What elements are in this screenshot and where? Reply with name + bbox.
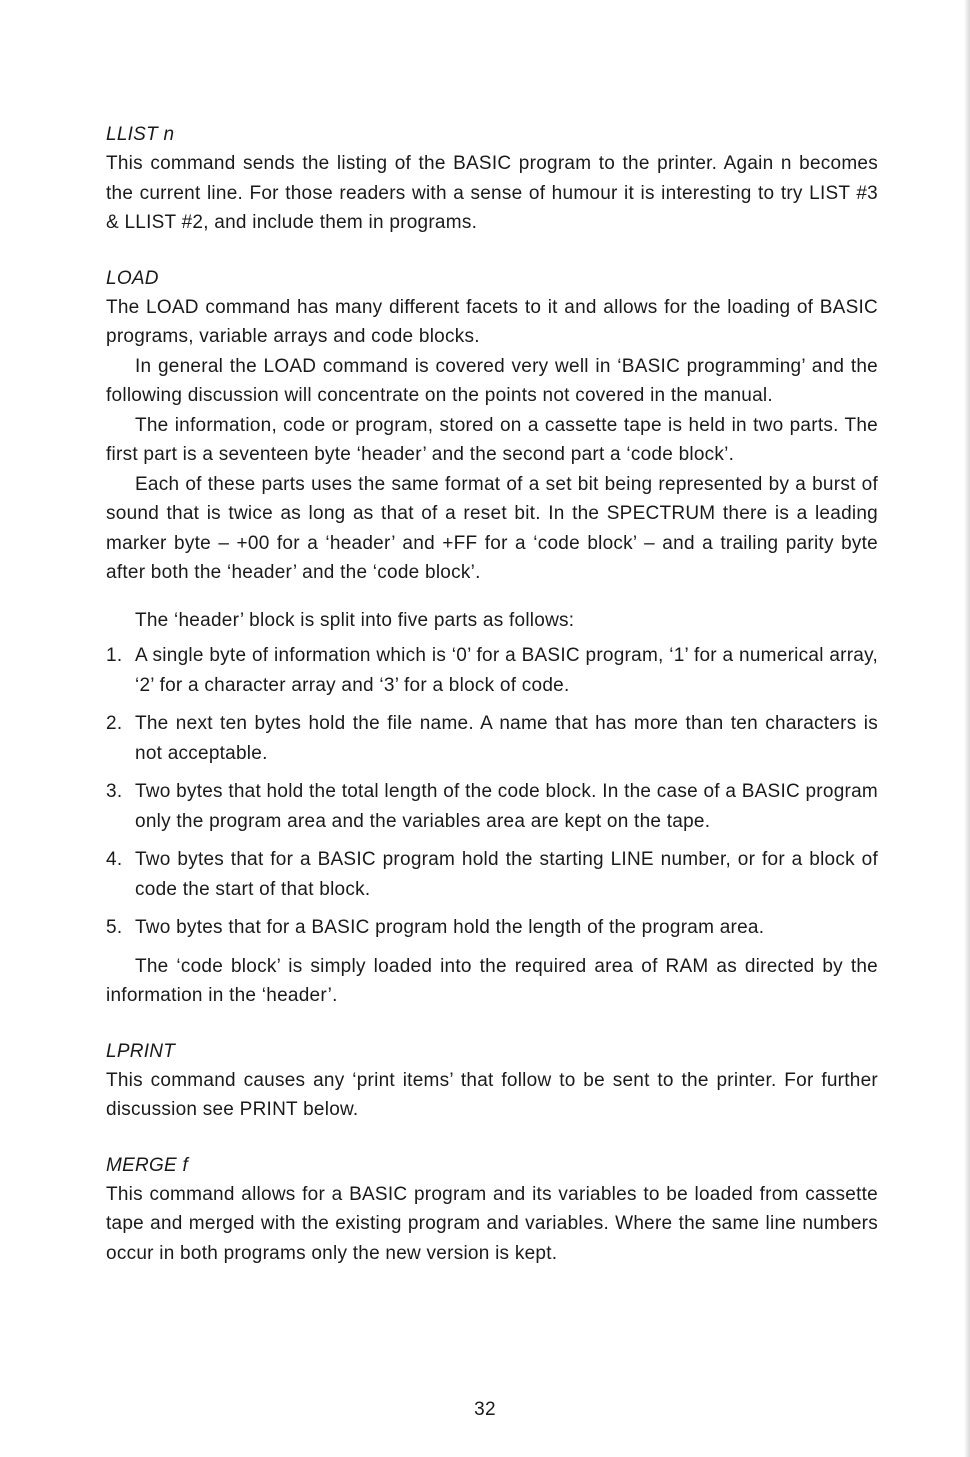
paragraph-lprint-body: This command causes any ‘print items’ that follow to be sent to the printer. For further discussion see PRINT below. (106, 1069, 878, 1120)
list-item-number: 2. (106, 713, 123, 734)
section-heading-merge: MERGE f (106, 1154, 188, 1176)
paragraph-load-1: The LOAD command has many different facets to it and allows for the loading of BASIC programs, variable arrays and code blocks. (106, 296, 878, 347)
list-item-text: Two bytes that for a BASIC program hold the length of the program area. (135, 917, 765, 938)
list-item (106, 709, 878, 768)
paragraph-merge-body: This command allows for a BASIC program and its variables to be loaded from cassette tape and merged with the existing program and variables. Where the same line numbers occur in both programs only the new version is kept. (106, 1183, 878, 1264)
list-item-text: Two bytes that hold the total length of the code block. In the case of a BASIC program only the program area and the variables area are kept on the tape. (135, 781, 878, 832)
paragraph-load-5: The ‘header’ block is split into five parts as follows: (135, 609, 575, 631)
list-item-text: A single byte of information which is ‘0’ for a BASIC program, ‘1’ for a numerical array, ‘2’ for a character array and ‘3’ for a block of code. (135, 645, 878, 696)
page-edge-shadow (964, 0, 970, 1457)
list-item-number: 1. (106, 645, 123, 666)
list-item (106, 777, 878, 836)
paragraph-load-6: The ‘code block’ is simply loaded into the required area of RAM as directed by the information in the ‘header’. (106, 955, 878, 1006)
paragraph-load-3: The information, code or program, stored on a cassette tape is held in two parts. The first part is a seventeen byte ‘header’ and the second part a ‘code block’. (106, 414, 878, 465)
section-lprint (106, 1037, 878, 1125)
section-heading-lprint: LPRINT (106, 1040, 176, 1062)
section-llist (106, 120, 878, 238)
page-number: 32 (474, 1399, 496, 1420)
list-item-text: The next ten bytes hold the file name. A name that has more than ten characters is not acceptable. (135, 713, 878, 764)
section-load (106, 264, 878, 1011)
section-heading-load: LOAD (106, 267, 159, 289)
list-item-number: 4. (106, 849, 123, 870)
list-item-text: Two bytes that for a BASIC program hold the starting LINE number, or for a block of code the start of that block. (135, 849, 878, 900)
page-content (106, 120, 878, 1268)
section-merge (106, 1151, 878, 1269)
paragraph-load-4: Each of these parts uses the same format of a set bit being represented by a burst of sound that is twice as long as that of a reset bit. In the SPECTRUM there is a leading marker byte – +00 for a ‘header’ and +FF for a ‘code block’ – and a trailing parity byte after both the ‘header’ and the ‘code block’. (106, 473, 878, 583)
header-parts-list (106, 641, 878, 943)
section-heading-llist: LLIST n (106, 124, 175, 145)
list-item (106, 913, 878, 943)
list-item-number: 5. (106, 917, 123, 938)
list-item-number: 3. (106, 781, 123, 802)
list-item (106, 845, 878, 904)
paragraph-llist-body: This command sends the listing of the BASIC program to the printer. Again n becomes the current line. For those readers with a sense of humour it is interesting to try LIST #3 & LLIST #2, and include them in programs. (106, 153, 878, 233)
list-item (106, 641, 878, 700)
paragraph-load-2: In general the LOAD command is covered very well in ‘BASIC programming’ and the following discussion will concentrate on the points not covered in the manual. (106, 355, 878, 406)
